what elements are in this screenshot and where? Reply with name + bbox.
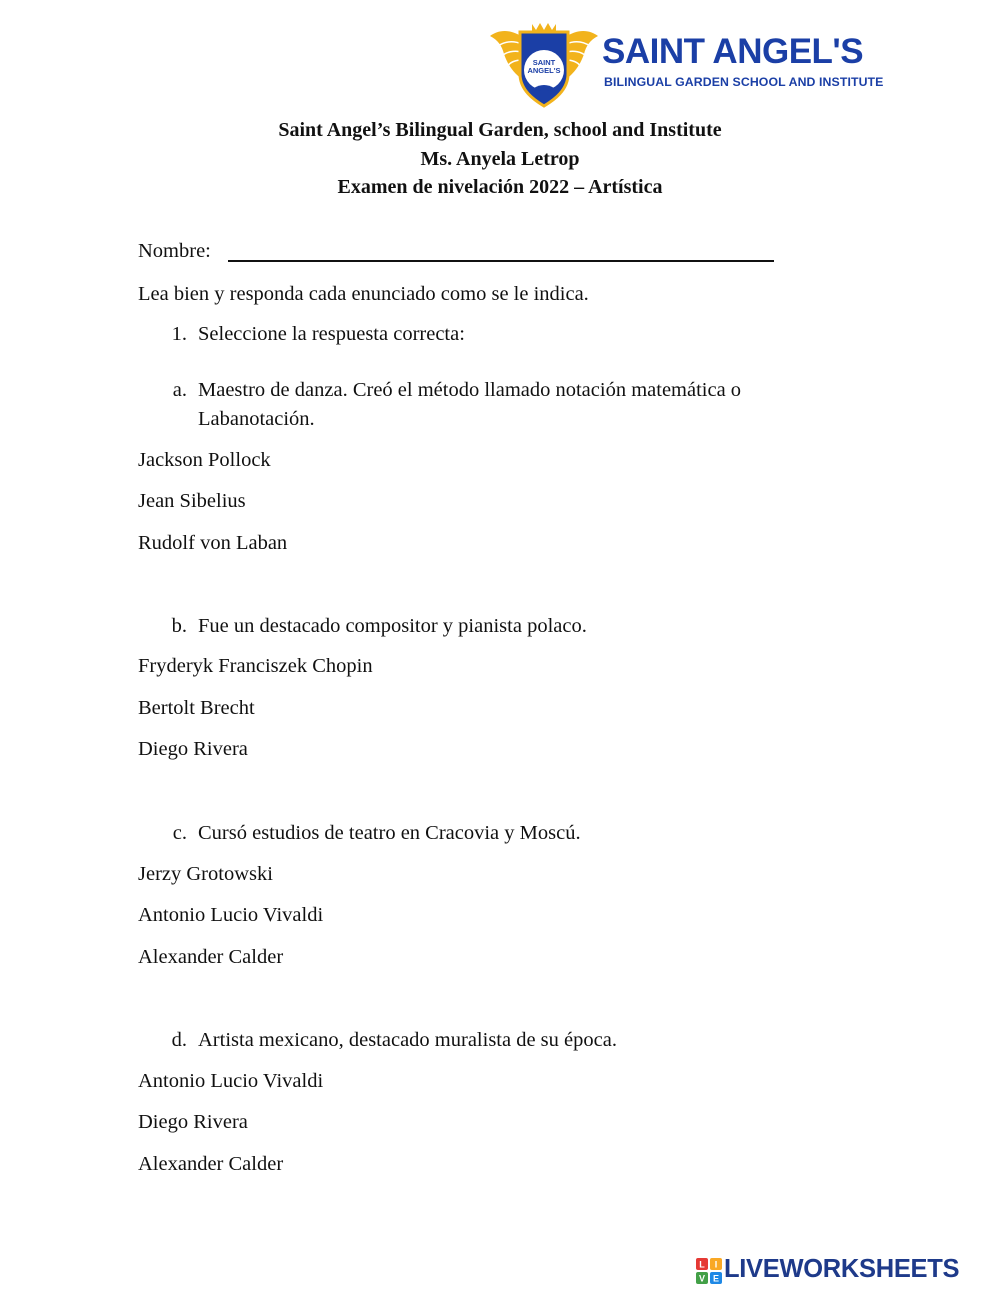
section-number: 1. xyxy=(171,323,187,345)
cube-letter-v: V xyxy=(698,1273,706,1284)
school-tagline: BILINGUAL GARDEN SCHOOL AND INSTITUTE xyxy=(604,75,884,89)
question-b-option-2[interactable]: Bertolt Brecht xyxy=(138,697,255,719)
name-field[interactable] xyxy=(228,260,774,262)
question-a-prompt-cont: Labanotación. xyxy=(198,408,315,430)
school-logo xyxy=(488,18,884,110)
question-c-option-1[interactable]: Jerzy Grotowski xyxy=(138,863,273,885)
liveworksheets-wordmark: LIVEWORKSHEETS xyxy=(724,1255,960,1283)
question-b-prompt: Fue un destacado compositor y pianista polaco. xyxy=(198,615,587,637)
question-d-prompt: Artista mexicano, destacado muralista de su época. xyxy=(198,1029,617,1051)
question-a-prompt: Maestro de danza. Creó el método llamado notación matemática o xyxy=(198,379,742,401)
question-d-option-2[interactable]: Diego Rivera xyxy=(138,1111,248,1133)
header-school-name: Saint Angel’s Bilingual Garden, school and Institute xyxy=(278,119,722,141)
question-c-option-2[interactable]: Antonio Lucio Vivaldi xyxy=(138,904,324,926)
question-b-option-1[interactable]: Fryderyk Franciszek Chopin xyxy=(138,655,373,677)
school-name-wordmark: SAINT ANGEL'S xyxy=(602,32,864,71)
question-d-option-1[interactable]: Antonio Lucio Vivaldi xyxy=(138,1070,324,1092)
name-label: Nombre: xyxy=(138,240,211,262)
liveworksheets-cubes-icon xyxy=(696,1258,722,1284)
document-header xyxy=(0,116,1000,202)
question-a-option-2[interactable]: Jean Sibelius xyxy=(138,490,246,512)
question-d-letter: d. xyxy=(171,1029,187,1051)
shield-wordmark: SAINT ANGEL'S xyxy=(527,58,561,75)
cube-letter-e: E xyxy=(712,1273,720,1284)
liveworksheets-watermark xyxy=(696,1256,996,1286)
question-c-option-3[interactable]: Alexander Calder xyxy=(138,946,284,968)
question-a-option-3[interactable]: Rudolf von Laban xyxy=(138,532,288,554)
header-teacher-name: Ms. Anyela Letrop xyxy=(420,147,580,170)
question-a-option-1[interactable]: Jackson Pollock xyxy=(138,449,271,471)
instructions-text: Lea bien y responda cada enunciado como se le indica. xyxy=(138,283,589,305)
question-c-prompt: Cursó estudios de teatro en Cracovia y Moscú. xyxy=(198,822,581,844)
section-title: Seleccione la respuesta correcta: xyxy=(198,323,465,345)
cube-letter-l: L xyxy=(699,1259,705,1270)
question-c-letter: c. xyxy=(172,822,187,844)
header-exam-title: Examen de nivelación 2022 – Artística xyxy=(337,176,663,198)
question-b-letter: b. xyxy=(171,615,187,637)
question-a-letter: a. xyxy=(172,379,187,401)
cube-letter-i: I xyxy=(714,1259,718,1270)
question-b-option-3[interactable]: Diego Rivera xyxy=(138,738,248,760)
question-d-option-3[interactable]: Alexander Calder xyxy=(138,1153,284,1175)
